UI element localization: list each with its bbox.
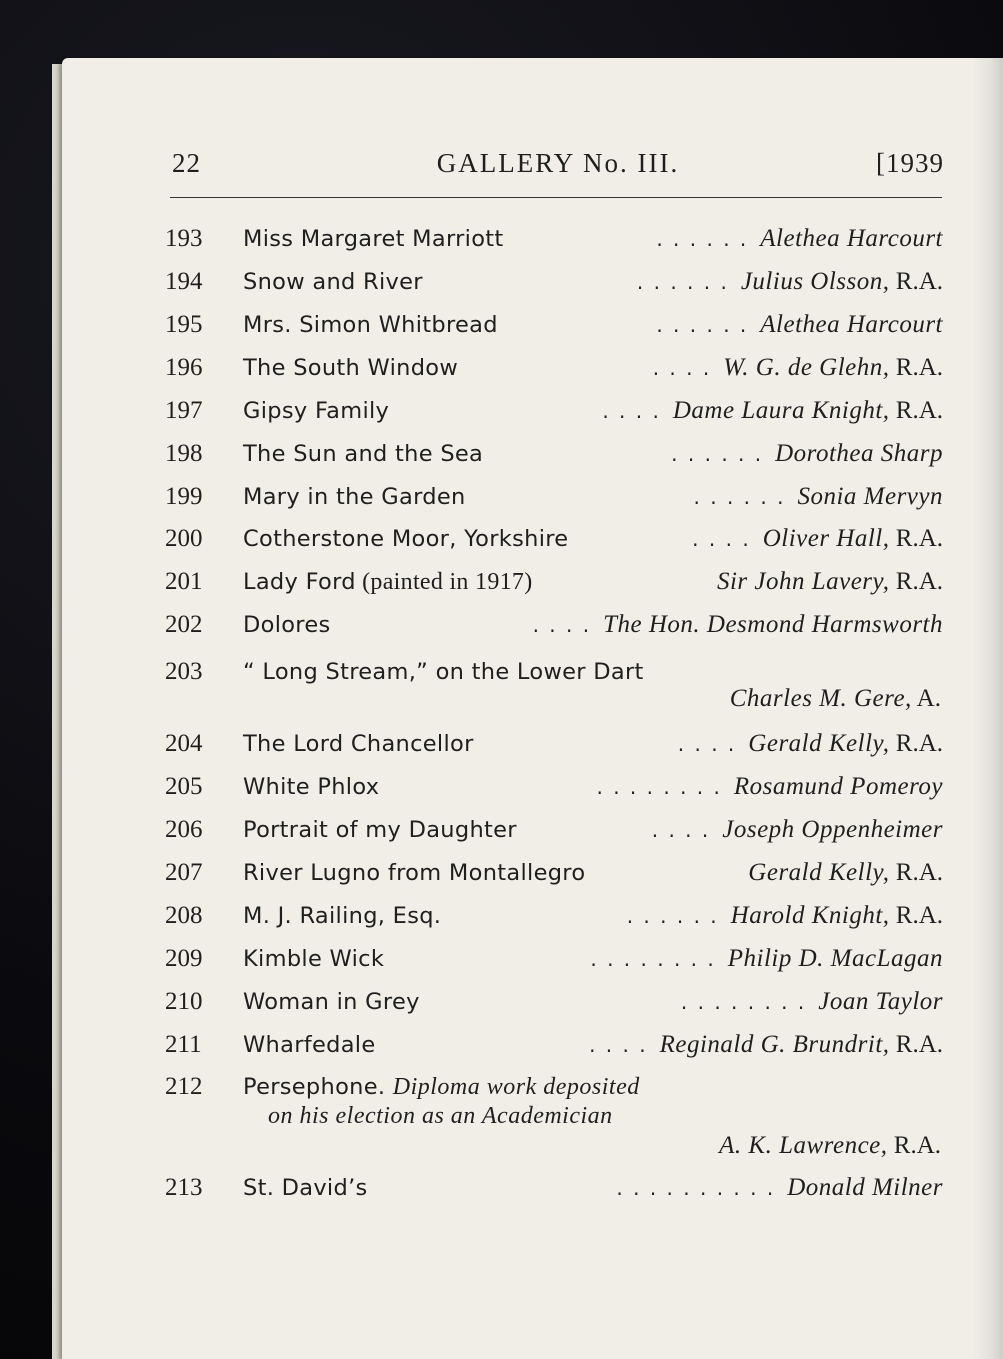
entry-title bbox=[243, 813, 517, 847]
entry-artist bbox=[653, 351, 943, 385]
entry-number: 194 bbox=[165, 268, 203, 295]
title-text: Wharfedale bbox=[243, 1032, 376, 1058]
running-header bbox=[172, 148, 944, 188]
artist-name: Philip D. MacLagan bbox=[727, 945, 943, 972]
entry-number: 208 bbox=[165, 902, 203, 929]
artist-name: Gerald Kelly, bbox=[748, 859, 890, 886]
entry-title bbox=[243, 608, 331, 642]
catalogue-entry bbox=[165, 351, 943, 385]
book-binding-shadow bbox=[973, 58, 1003, 1359]
title-text: Gipsy Family bbox=[243, 398, 390, 424]
entry-title bbox=[243, 942, 384, 976]
diploma-note-continued: on his election as an Academician bbox=[268, 1103, 613, 1129]
artist-name: Sir John Lavery, bbox=[716, 568, 890, 595]
leader-dots: . . . . bbox=[532, 613, 592, 637]
title-text: Kimble Wick bbox=[243, 946, 385, 972]
entry-title bbox=[243, 437, 483, 471]
leader-dots: . . . . . . bbox=[693, 485, 786, 509]
artist-name: Sonia Mervyn bbox=[797, 483, 943, 510]
artist-suffix: R.A. bbox=[889, 354, 943, 381]
title-text: Woman in Grey bbox=[243, 989, 420, 1015]
entry-artist bbox=[597, 770, 944, 804]
entry-artist bbox=[533, 608, 943, 642]
leader-dots: . . . . . . . . bbox=[680, 990, 807, 1014]
entry-number: 197 bbox=[165, 397, 203, 424]
book-page bbox=[62, 58, 1003, 1359]
entry-title bbox=[243, 222, 504, 256]
leader-dots: . . . . . . . . bbox=[590, 947, 716, 971]
catalogue-entry bbox=[165, 942, 943, 976]
entry-artist bbox=[616, 1171, 943, 1205]
catalogue-entry bbox=[165, 899, 943, 933]
artist-name: Harold Knight, bbox=[730, 902, 890, 929]
leader-dots: . . . . bbox=[652, 356, 712, 380]
entry-artist bbox=[602, 394, 943, 428]
entry-title bbox=[243, 856, 585, 890]
catalogue-entry bbox=[165, 655, 943, 689]
catalogue-entry bbox=[165, 727, 943, 761]
entry-number: 204 bbox=[165, 730, 203, 757]
artist-suffix: R.A. bbox=[889, 397, 943, 424]
catalogue-entry bbox=[165, 1028, 943, 1062]
leader-dots: . . . . bbox=[651, 818, 711, 842]
leader-dots: . . . . bbox=[692, 527, 751, 551]
entry-artist bbox=[719, 1129, 941, 1163]
entry-number: 209 bbox=[165, 945, 203, 972]
artist-name: Alethea Harcourt bbox=[760, 311, 943, 338]
title-text: The Lord Chancellor bbox=[243, 731, 474, 757]
year-label: [1939 bbox=[876, 148, 944, 178]
entry-artist bbox=[637, 265, 943, 299]
artist-suffix: R.A. bbox=[887, 1132, 941, 1159]
title-text: Dolores bbox=[243, 612, 331, 638]
artist-suffix: R.A. bbox=[889, 525, 943, 552]
entry-title bbox=[243, 308, 498, 342]
title-text: The South Window bbox=[243, 355, 459, 381]
leader-dots: . . . . . . bbox=[626, 904, 719, 928]
entry-title bbox=[243, 351, 458, 385]
entry-artist bbox=[694, 480, 943, 514]
entry-artist bbox=[589, 1028, 943, 1062]
artist-name: Oliver Hall, bbox=[762, 525, 890, 552]
catalogue-entry bbox=[165, 522, 943, 556]
title-note: (painted in 1917) bbox=[355, 569, 533, 595]
entry-title bbox=[243, 727, 474, 761]
entry-number: 210 bbox=[165, 988, 203, 1015]
entry-number: 195 bbox=[165, 311, 203, 338]
title-text: Mrs. Simon Whitbread bbox=[243, 312, 498, 338]
entry-number: 213 bbox=[165, 1174, 203, 1201]
artist-suffix: R.A. bbox=[889, 1031, 943, 1058]
entry-number: 202 bbox=[165, 611, 203, 638]
gallery-title: GALLERY No. III. bbox=[436, 148, 680, 178]
catalogue-entry bbox=[165, 394, 943, 428]
header-rule bbox=[170, 197, 942, 198]
leader-dots: . . . . bbox=[589, 1033, 648, 1057]
leader-dots: . . . . . . . . . . bbox=[616, 1176, 776, 1200]
title-text: St. David’s bbox=[243, 1175, 368, 1201]
entry-artist bbox=[590, 942, 943, 976]
title-text: Mary in the Garden bbox=[243, 484, 466, 510]
entry-number: 211 bbox=[165, 1031, 202, 1058]
entry-number: 193 bbox=[165, 225, 203, 252]
entry-number: 212 bbox=[165, 1073, 203, 1100]
entry-title bbox=[243, 655, 644, 689]
artist-name: Joan Taylor bbox=[818, 988, 943, 1015]
artist-suffix: R.A. bbox=[889, 902, 943, 929]
catalogue-entry bbox=[165, 856, 943, 890]
artist-suffix: R.A. bbox=[889, 730, 943, 757]
title-text: Miss Margaret Marriott bbox=[243, 226, 504, 252]
entry-title bbox=[243, 565, 533, 599]
entry-title bbox=[243, 1028, 375, 1062]
leader-dots: . . . . . . . . bbox=[596, 775, 722, 799]
entry-number: 198 bbox=[165, 440, 203, 467]
catalogue-entry bbox=[165, 222, 943, 256]
title-text: Snow and River bbox=[243, 269, 423, 295]
artist-name: Charles M. Gere, bbox=[729, 685, 912, 712]
entry-number: 200 bbox=[165, 525, 203, 552]
entry-title bbox=[243, 480, 466, 514]
title-text: Persephone. bbox=[243, 1074, 386, 1100]
leader-dots: . . . . bbox=[602, 399, 661, 423]
entry-artist bbox=[730, 685, 941, 713]
entry-artist bbox=[656, 308, 943, 342]
catalogue-entry bbox=[165, 480, 943, 514]
title-text: Portrait of my Daughter bbox=[243, 817, 517, 843]
artist-name: Reginald G. Brundrit, bbox=[659, 1031, 890, 1058]
leader-dots: . . . . . . bbox=[656, 313, 749, 337]
page-number: 22 bbox=[172, 148, 201, 178]
artist-name: Dorothea Sharp bbox=[775, 440, 943, 467]
artist-name: Gerald Kelly, bbox=[748, 730, 890, 757]
title-text: The Sun and the Sea bbox=[243, 441, 484, 467]
title-text: Lady Ford bbox=[243, 569, 356, 595]
entry-number: 199 bbox=[165, 483, 203, 510]
catalogue-entry bbox=[165, 565, 943, 599]
catalogue-entry bbox=[165, 608, 943, 642]
catalogue-entry bbox=[165, 437, 943, 471]
catalogue-entry bbox=[165, 1171, 943, 1205]
leader-dots: . . . . . . bbox=[671, 442, 764, 466]
title-text: White Phlox bbox=[243, 774, 380, 800]
entry-artist bbox=[627, 899, 943, 933]
entry-title bbox=[243, 899, 441, 933]
entry-number: 205 bbox=[165, 773, 203, 800]
entry-artist bbox=[692, 522, 943, 556]
artist-name: Joseph Oppenheimer bbox=[722, 816, 943, 843]
title-text: River Lugno from Montallegro bbox=[243, 860, 586, 886]
artist-suffix: R.A. bbox=[889, 859, 943, 886]
title-text: “ Long Stream,” on the Lower Dart bbox=[243, 659, 644, 685]
artist-name: Rosamund Pomeroy bbox=[733, 773, 943, 800]
artist-name: Julius Olsson, bbox=[740, 268, 890, 295]
entry-title bbox=[243, 522, 568, 556]
entry-artist bbox=[652, 813, 943, 847]
artist-name: Dame Laura Knight, bbox=[672, 397, 890, 424]
entry-title bbox=[243, 770, 379, 804]
entry-artist bbox=[678, 727, 943, 761]
entry-title bbox=[243, 985, 420, 1019]
entry-number: 207 bbox=[165, 859, 203, 886]
title-text: M. J. Railing, Esq. bbox=[243, 903, 442, 929]
entry-artist bbox=[681, 985, 943, 1019]
entry-number: 196 bbox=[165, 354, 203, 381]
artist-name: A. K. Lawrence, bbox=[719, 1132, 888, 1159]
catalogue-entry bbox=[165, 770, 943, 804]
entry-title bbox=[243, 394, 389, 428]
entry-number: 206 bbox=[165, 816, 203, 843]
title-text: Cotherstone Moor, Yorkshire bbox=[243, 526, 569, 552]
artist-suffix: R.A. bbox=[889, 268, 943, 295]
artist-name: Alethea Harcourt bbox=[760, 225, 943, 252]
leader-dots: . . . . . . bbox=[636, 270, 729, 294]
catalogue-entry bbox=[165, 813, 943, 847]
catalogue-entry bbox=[165, 265, 943, 299]
artist-name: Donald Milner bbox=[787, 1174, 943, 1201]
artist-suffix: A. bbox=[911, 685, 941, 712]
entry-number: 201 bbox=[165, 568, 203, 595]
entry-number: 203 bbox=[165, 658, 203, 685]
entry-artist bbox=[656, 222, 943, 256]
catalogue-entry bbox=[165, 985, 943, 1019]
catalogue-entry bbox=[165, 308, 943, 342]
artist-name: The Hon. Desmond Harmsworth bbox=[603, 611, 943, 638]
entry-artist bbox=[736, 856, 943, 890]
artist-name: W. G. de Glehn, bbox=[723, 354, 890, 381]
diploma-note: Diploma work deposited bbox=[392, 1074, 640, 1100]
entry-title bbox=[243, 265, 423, 299]
leader-dots: . . . . . . bbox=[656, 227, 749, 251]
leader-dots: . . . . bbox=[677, 732, 737, 756]
artist-suffix: R.A. bbox=[889, 568, 943, 595]
entry-artist bbox=[671, 437, 943, 471]
entry-artist bbox=[705, 565, 943, 599]
entry-title bbox=[243, 1171, 368, 1205]
